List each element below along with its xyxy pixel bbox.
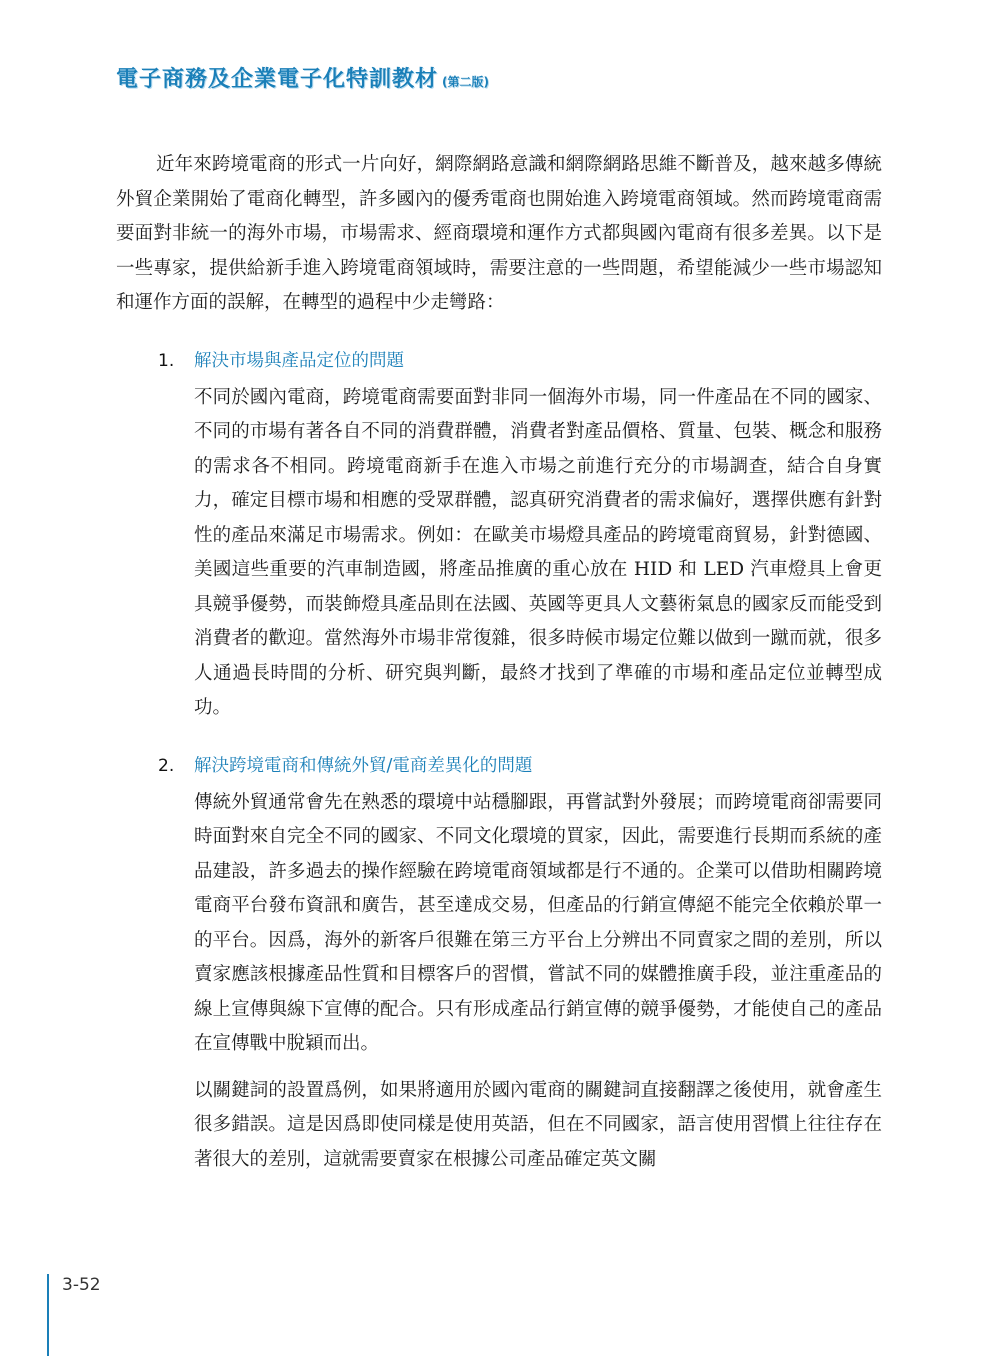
page-content (116, 148, 882, 1177)
section-heading (116, 752, 882, 780)
section-body (194, 381, 882, 726)
book-edition: (第二版) (442, 75, 489, 89)
intro-paragraph: 近年來跨境電商的形式一片向好，網際網路意識和網際網路思維不斷普及，越來越多傳統外貿企業開始了電商化轉型，許多國內的優秀電商也開始進入跨境電商領域。然而跨境電商需要面對非統一的海外市場，市場需求、經商環境和運作方式都與國內電商有很多差異。以下是一些專家，提供給新手進入跨境電商領域時，需要注意的一些問題，希望能減少一些市場認知和運作方面的誤解，在轉型的過程中少走彎路： (116, 154, 882, 313)
section-heading (116, 347, 882, 375)
section-title: 解決跨境電商和傳統外貿/電商差異化的問題 (194, 755, 533, 776)
section-number: 2. (158, 755, 175, 776)
section-paragraph: 不同於國內電商，跨境電商需要面對非同一個海外市場，同一件產品在不同的國家、不同的市場有著各自不同的消費群體，消費者對產品價格、質量、包裝、概念和服務的需求各不相同。跨境電商新手在進入市場之前進行充分的市場調查，結合自身實力，確定目標市場和相應的受眾群體，認真研究消費者的需求偏好，選擇供應有針對性的產品來滿足市場需求。例如：在歐美市場燈具產品的跨境電商貿易，針對德國、美國這些重要的汽車制造國，將產品推廣的重心放在 HID 和 LED 汽車燈具上會更具競爭優勢，而裝飾燈具產品則在法國、英國等更具人文藝術氣息的國家反而能受到消費者的歡迎。當然海外市場非常復雜，很多時候市場定位難以做到一蹴而就，很多人通過長時間的分析、研究與判斷，最終才找到了準確的市場和產品定位並轉型成功。 (194, 386, 882, 718)
section-2 (116, 752, 882, 1178)
section-paragraph: 以關鍵詞的設置爲例，如果將適用於國內電商的關鍵詞直接翻譯之後使用，就會產生很多錯誤。這是因爲即使同樣是使用英語，但在不同國家，語言使用習慣上往往存在著很大的差別，這就需要賣家在根據公司產品確定英文關 (194, 1079, 882, 1170)
book-title: 電子商務及企業電子化特訓教材 (116, 67, 439, 92)
page-number: 3-52 (62, 1275, 101, 1295)
section-paragraph: 傳統外貿通常會先在熟悉的環境中站穩腳跟，再嘗試對外發展；而跨境電商卻需要同時面對來自完全不同的國家、不同文化環境的買家，因此，需要進行長期而系統的產品建設，許多過去的操作經驗在跨境電商領域都是行不通的。企業可以借助相關跨境電商平台發布資訊和廣告，甚至達成交易，但產品的行銷宣傳絕不能完全依賴於單一的平台。因爲，海外的新客戶很難在第三方平台上分辨出不同賣家之間的差別，所以賣家應該根據產品性質和目標客戶的習慣，嘗試不同的媒體推廣手段，並注重產品的線上宣傳與線下宣傳的配合。只有形成產品行銷宣傳的競爭優勢，才能使自己的產品在宣傳戰中脫穎而出。 (194, 791, 882, 1054)
section-title: 解決市場與產品定位的問題 (194, 350, 404, 371)
running-header (116, 62, 489, 93)
section-1 (116, 347, 882, 726)
section-body (194, 786, 882, 1178)
section-number: 1. (158, 350, 175, 371)
page-number-bar (47, 1274, 49, 1356)
